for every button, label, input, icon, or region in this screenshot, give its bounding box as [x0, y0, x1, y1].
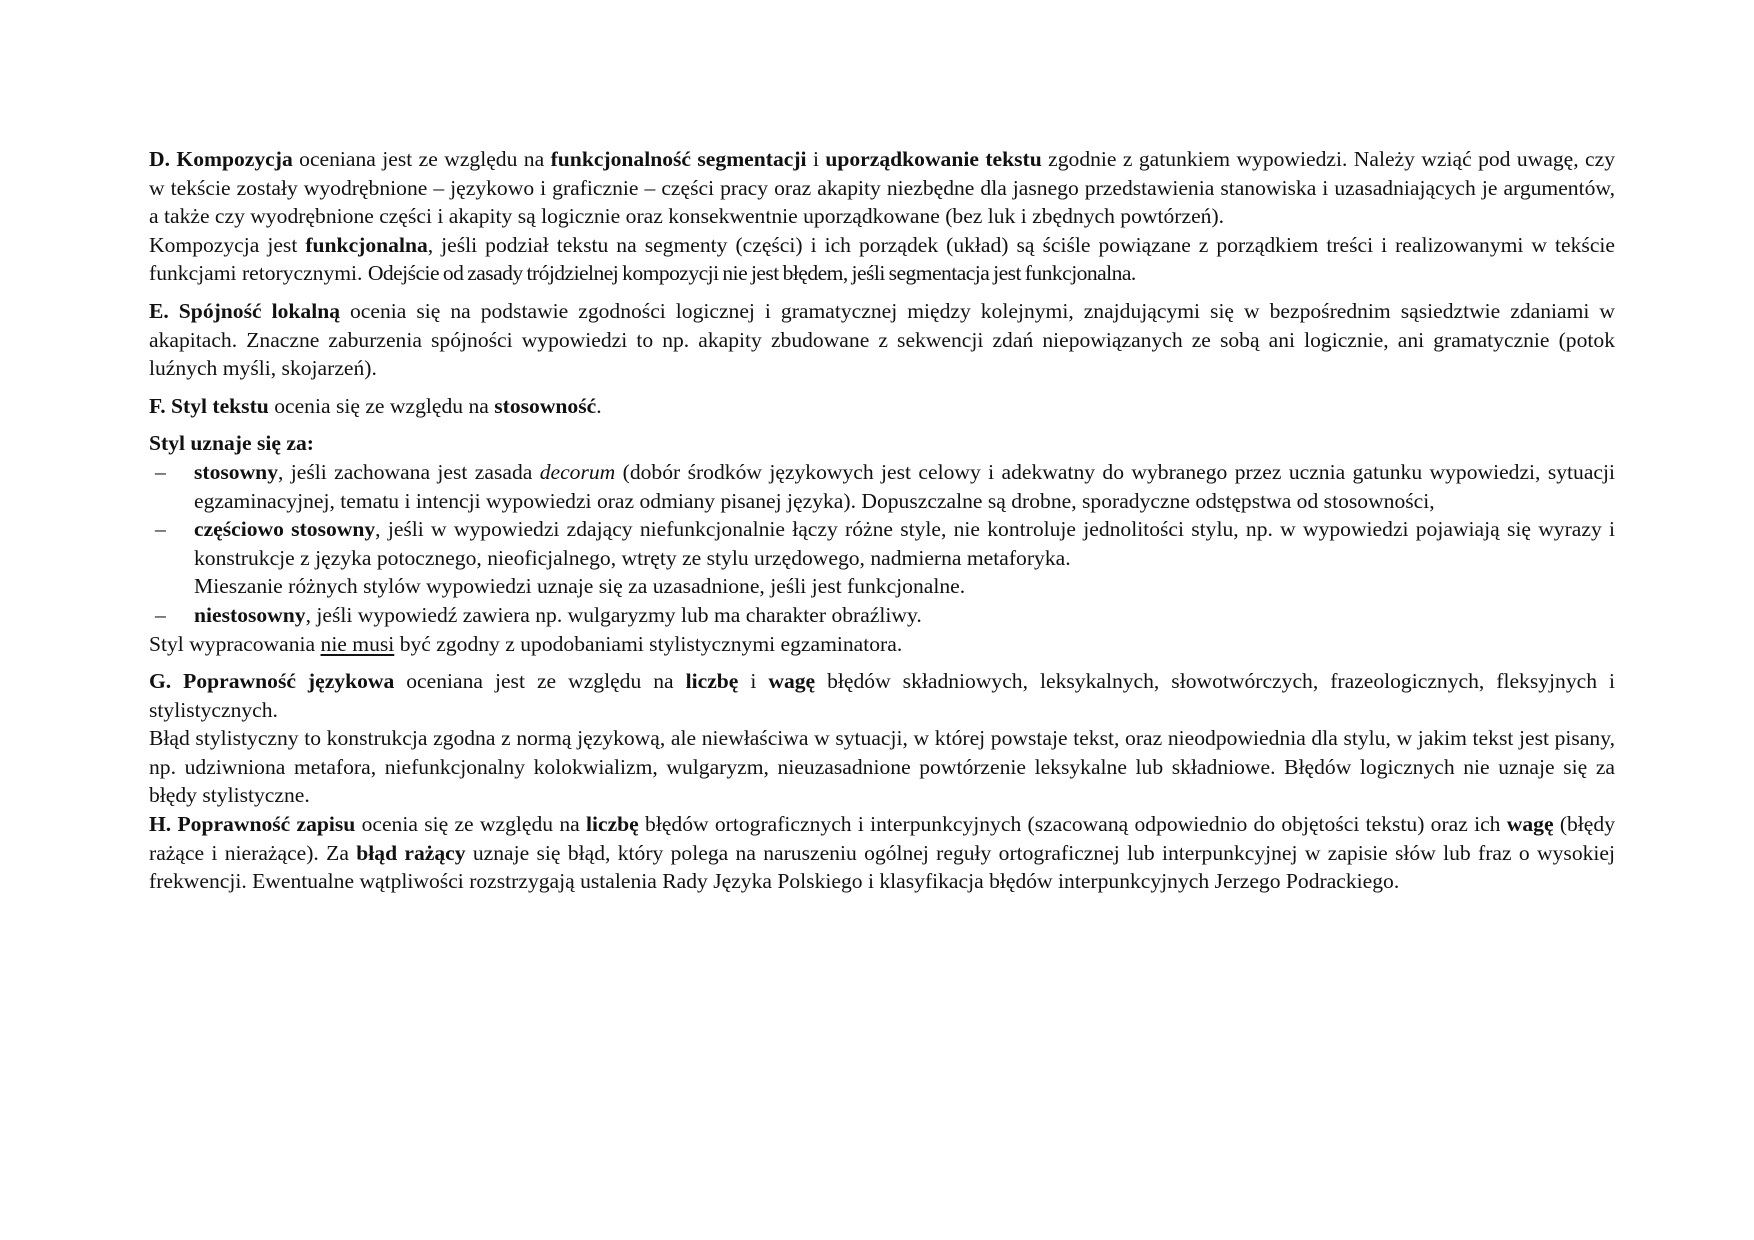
- section-d-title: D. Kompozycja: [149, 147, 293, 171]
- section-g-bold-2: wagę: [768, 669, 816, 694]
- dash-bullet: –: [155, 602, 166, 627]
- style-closing-text-2: być zgodny z upodobaniami stylistycznymi egzaminatora.: [394, 631, 903, 656]
- list-item-italic: decorum: [539, 459, 616, 484]
- list-item: [149, 601, 1615, 630]
- list-item-term: niestosowny: [194, 602, 306, 627]
- section-h-text-3: (błędy rażące i nierażące). Za: [149, 812, 1615, 865]
- section-d-p2-text-1: Kompozycja jest: [149, 232, 306, 257]
- section-d-text-3: zgodnie z gatunkiem wypowiedzi. Należy wziąć pod uwagę, czy w tekście zostały wyodrębnione – językowo i graficznie – części pracy oraz akapity niezbędne dla jasnego przedstawienia stanowiska i uzasadniających je argumentów, a także czy wyodrębnione części i akapity są logicznie oraz konsekwentnie uporządkowane (bez luk i zbędnych powtórzeń).: [149, 147, 1616, 229]
- list-item-text-1: , jeśli w wypowiedzi zdający niefunkcjonalnie łączy różne style, nie kontroluje jednolitości stylu, np. w wypowiedzi pojawiają się wyrazy i konstrukcje z języka potocznego, nieoficjalnego, wtręty ze stylu urzędowego, nadmierna metaforyka.: [194, 517, 1615, 570]
- section-h-text-4: uznaje się błąd, który polega na naruszeniu ogólnej reguły ortograficznej lub interpunkcyjnej w zapisie słów lub fraz o wysokiej frekwencji. Ewentualne wątpliwości rozstrzygają ustalenia Rady Języka Polskiego i klasyfikacja błędów interpunkcyjnych Jerzego Podrackiego.: [149, 840, 1615, 894]
- list-item-extra: Mieszanie różnych stylów wypowiedzi uznaje się za uzasadnione, jeśli jest funkcjonalne.: [194, 574, 966, 599]
- section-d-bold-2: uporządkowanie tekstu: [825, 147, 1042, 171]
- dash-bullet: –: [155, 459, 166, 484]
- list-item: [149, 515, 1615, 601]
- list-item-term: stosowny: [194, 459, 278, 484]
- section-g-paragraph: [149, 667, 1615, 724]
- section-d-text-2: i: [806, 147, 826, 171]
- section-h-text-1: ocenia się ze względu na: [355, 812, 586, 837]
- section-f-text-1: ocenia się ze względu na: [268, 393, 495, 418]
- section-e-text: ocenia się na podstawie zgodności logicznej i gramatycznej między kolejnymi, znajdującymi się w bezpośrednim sąsiedztwie zdaniami w akapitach. Znaczne zaburzenia spójności wypowiedzi to np. akapity zbudowane z sekwencji zdań niepowiązanych ze sobą ani logicznie, ani gramatycznie (potok luźnych myśli, skojarzeń).: [149, 298, 1615, 381]
- list-item-text-2: (dobór środków językowych jest celowy i adekwatny do wybranego przez ucznia gatunku wypowiedzi, sytuacji egzaminacyjnej, tematu i intencji wypowiedzi oraz odmiany pisanej języka). Dopuszczalne są drobne, sporadyczne odstępstwa od stosowności,: [194, 459, 1615, 513]
- section-d-p2-text-2: , jeśli podział tekstu na segmenty (części) i ich porządek (układ) są ściśle powiązane z porządkiem treści i realizowanymi w tekście funkcjami retorycznymi.: [149, 232, 1615, 286]
- section-g-title: G. Poprawność językowa: [149, 669, 395, 694]
- list-item-term: częściowo stosowny: [194, 517, 376, 542]
- section-g-text-3: błędów składniowych, leksykalnych, słowotwórczych, frazeologicznych, fleksyjnych i stylistycznych.: [149, 669, 1615, 722]
- section-h-bold-3: błąd rażący: [356, 840, 466, 865]
- section-f-bold-1: stosowność: [494, 393, 597, 418]
- dash-bullet: –: [155, 517, 166, 542]
- document-page: [149, 145, 1615, 896]
- section-e-title: E. Spójność lokalną: [149, 298, 340, 323]
- section-d-bold-1: funkcjonalność segmentacji: [550, 147, 807, 171]
- section-h-title: H. Poprawność zapisu: [149, 812, 356, 837]
- style-list-heading: [149, 429, 1615, 458]
- style-list-heading-text: Styl uznaje się za:: [149, 431, 314, 456]
- section-h-paragraph: [149, 810, 1615, 896]
- section-g-bold-1: liczbę: [685, 669, 739, 694]
- list-item: [149, 458, 1615, 515]
- section-d-text-1: oceniana jest ze względu na: [292, 147, 551, 171]
- style-closing-underlined: nie musi: [320, 631, 395, 656]
- section-g-text-1: oceniana jest ze względu na: [394, 669, 686, 694]
- section-h-bold-1: liczbę: [586, 812, 639, 837]
- section-d-p2-bold: funkcjonalna: [305, 232, 428, 257]
- section-h-text-2: błędów ortograficznych i interpunkcyjnych (szacowaną odpowiednio do objętości tekstu) oraz ich: [638, 812, 1507, 837]
- section-g-text-2: i: [738, 669, 769, 694]
- section-f-paragraph: [149, 392, 1615, 421]
- section-h-bold-2: wagę: [1506, 812, 1554, 837]
- section-d-note: Odejście od zasady trójdzielnej kompozycji nie jest błędem, jeśli segmentacja jest funkcjonalna.: [367, 261, 1136, 286]
- style-list: [149, 458, 1615, 630]
- section-d-paragraph: [149, 145, 1615, 231]
- section-f-text-2: .: [596, 393, 602, 418]
- section-d-paragraph-2: [149, 231, 1615, 288]
- section-e-paragraph: [149, 297, 1615, 383]
- list-item-text-1: , jeśli zachowana jest zasada: [278, 459, 540, 484]
- list-item-text-1: , jeśli wypowiedź zawiera np. wulgaryzmy lub ma charakter obraźliwy.: [305, 602, 922, 627]
- style-closing-paragraph: [149, 630, 1615, 659]
- section-g-paragraph-2: Błąd stylistyczny to konstrukcja zgodna z normą językową, ale niewłaściwa w sytuacji, w której powstaje tekst, oraz nieodpowiednia dla stylu, w jakim tekst jest pisany, np. udziwniona metafora, niefunkcjonalny kolokwializm, wulgaryzm, nieuzasadnione powtórzenie leksykalne lub składniowe. Błędów logicznych nie uznaje się za błędy stylistyczne.: [149, 726, 1615, 808]
- section-f-title: F. Styl tekstu: [149, 393, 269, 418]
- style-closing-text-1: Styl wypracowania: [149, 631, 321, 656]
